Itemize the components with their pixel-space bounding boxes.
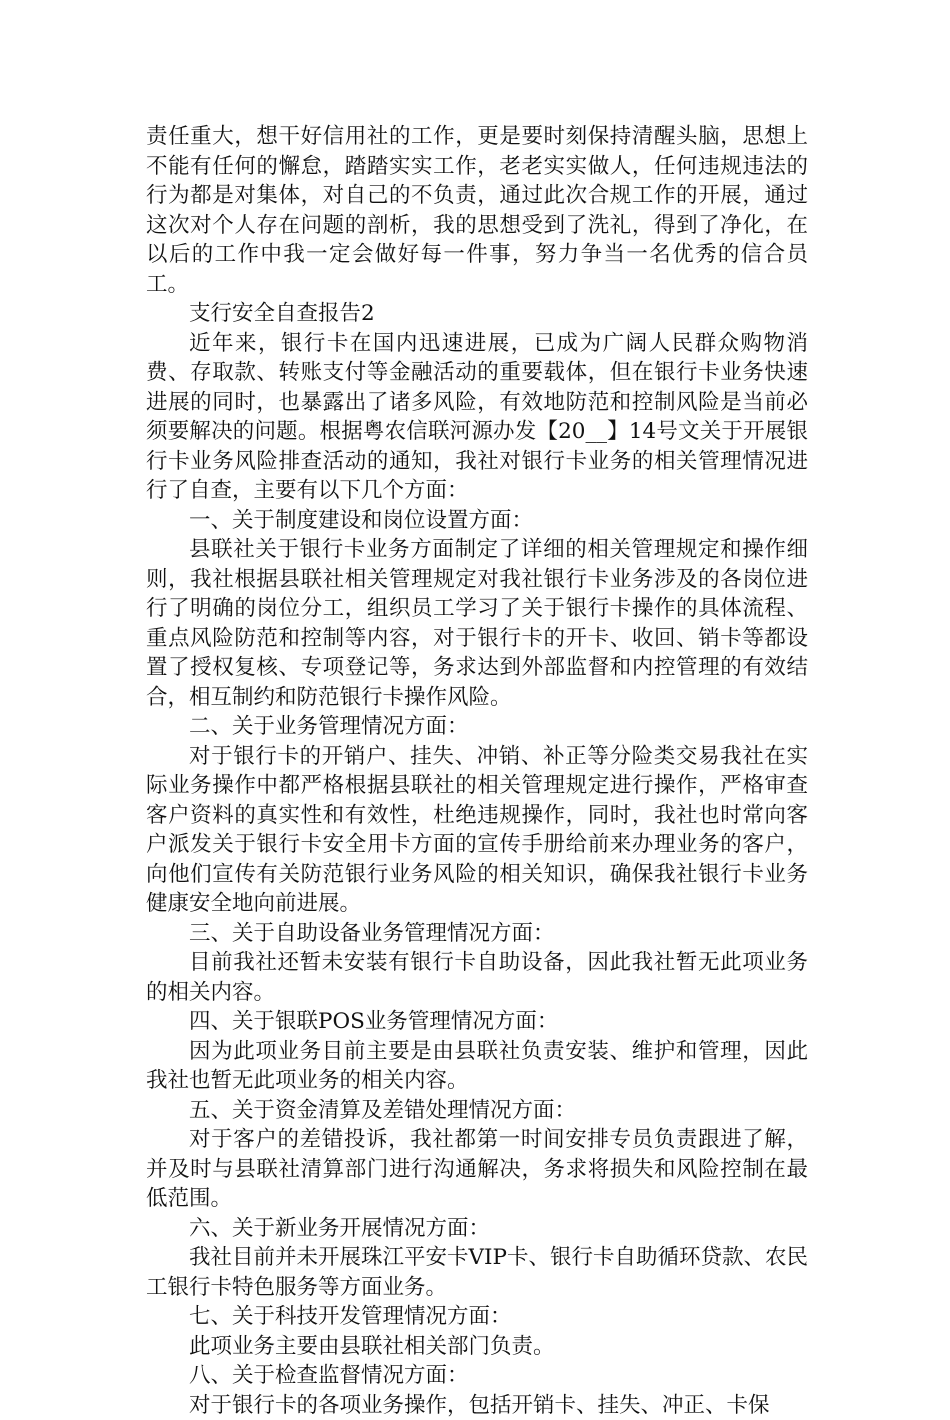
paragraph-body: 我社目前并未开展珠江平安卡VIP卡、银行卡自助循环贷款、农民工银行卡特色服务等方面业务。 bbox=[146, 1243, 808, 1302]
paragraph-body: 对于银行卡的开销户、挂失、冲销、补正等分险类交易我社在实际业务操作中都严格根据县联社的相关管理规定进行操作，严格审查客户资料的真实性和有效性，杜绝违规操作，同时，我社也时常向客户派发关于银行卡安全用卡方面的宣传手册给前来办理业务的客户，向他们宣传有关防范银行业务风险的相关知识，确保我社银行卡业务健康安全地向前进展。 bbox=[146, 742, 808, 919]
section-heading: 六、关于新业务开展情况方面： bbox=[146, 1214, 808, 1244]
document-page bbox=[146, 122, 808, 1420]
section-heading: 一、关于制度建设和岗位设置方面： bbox=[146, 506, 808, 536]
paragraph-body: 此项业务主要由县联社相关部门负责。 bbox=[146, 1332, 808, 1362]
section-heading: 五、关于资金清算及差错处理情况方面： bbox=[146, 1096, 808, 1126]
paragraph-body: 对于银行卡的各项业务操作，包括开销卡、挂失、冲正、卡保 bbox=[146, 1391, 808, 1420]
paragraph-body: 目前我社还暂未安装有银行卡自助设备，因此我社暂无此项业务的相关内容。 bbox=[146, 948, 808, 1007]
paragraph-body: 对于客户的差错投诉，我社都第一时间安排专员负责跟进了解，并及时与县联社清算部门进行沟通解决，务求将损失和风险控制在最低范围。 bbox=[146, 1125, 808, 1214]
section-heading: 四、关于银联POS业务管理情况方面： bbox=[146, 1007, 808, 1037]
paragraph-body: 近年来，银行卡在国内迅速进展，已成为广阔人民群众购物消费、存取款、转账支付等金融活动的重要载体，但在银行卡业务快速进展的同时，也暴露出了诸多风险，有效地防范和控制风险是当前必须要解决的问题。根据粤农信联河源办发【20__】14号文关于开展银行卡业务风险排查活动的通知，我社对银行卡业务的相关管理情况进行了自查，主要有以下几个方面： bbox=[146, 329, 808, 506]
paragraph-body: 县联社关于银行卡业务方面制定了详细的相关管理规定和操作细则，我社根据县联社相关管理规定对我社银行卡业务涉及的各岗位进行了明确的岗位分工，组织员工学习了关于银行卡操作的具体流程、重点风险防范和控制等内容，对于银行卡的开卡、收回、销卡等都设置了授权复核、专项登记等，务求达到外部监督和内控管理的有效结合，相互制约和防范银行卡操作风险。 bbox=[146, 535, 808, 712]
section-heading: 三、关于自助设备业务管理情况方面： bbox=[146, 919, 808, 949]
paragraph-body: 责任重大，想干好信用社的工作，更是要时刻保持清醒头脑，思想上不能有任何的懈怠，踏踏实实工作，老老实实做人，任何违规违法的行为都是对集体，对自己的不负责，通过此次合规工作的开展，通过这次对个人存在问题的剖析，我的思想受到了洗礼，得到了净化，在以后的工作中我一定会做好每一件事，努力争当一名优秀的信合员工。 bbox=[146, 122, 808, 299]
paragraph-body: 因为此项业务目前主要是由县联社负责安装、维护和管理，因此我社也暂无此项业务的相关内容。 bbox=[146, 1037, 808, 1096]
section-title: 支行安全自查报告2 bbox=[146, 299, 808, 329]
section-heading: 八、关于检查监督情况方面： bbox=[146, 1361, 808, 1391]
section-heading: 二、关于业务管理情况方面： bbox=[146, 712, 808, 742]
section-heading: 七、关于科技开发管理情况方面： bbox=[146, 1302, 808, 1332]
